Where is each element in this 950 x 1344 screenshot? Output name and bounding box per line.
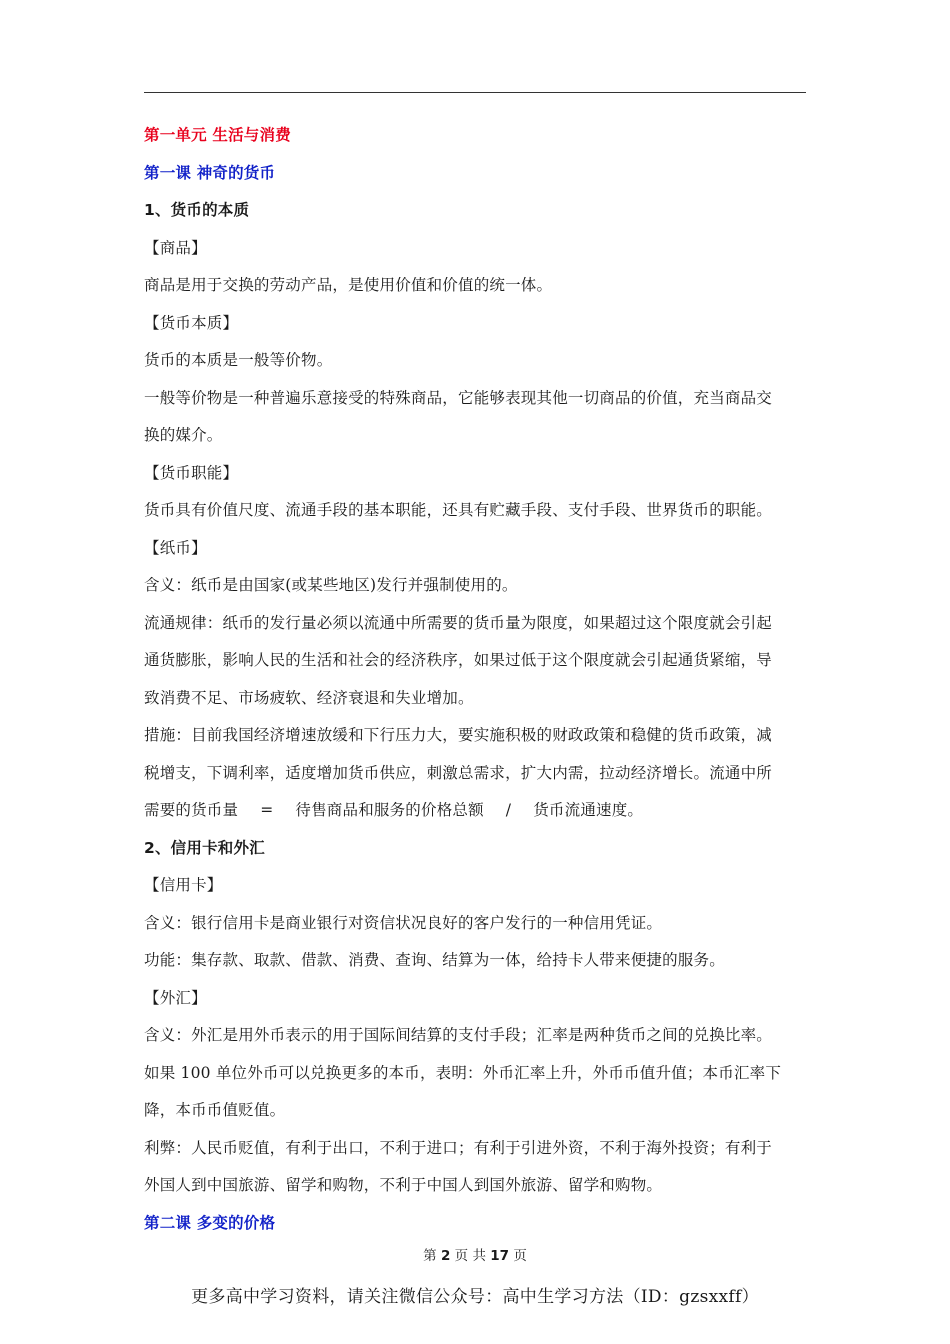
paragraph-line: 如果 100 单位外币可以兑换更多的本币，表明：外币汇率上升，外币币值升值；本币汇率下 xyxy=(144,1063,782,1082)
topic-label: 【货币职能】 xyxy=(144,463,239,482)
topic-label: 【纸币】 xyxy=(144,538,207,557)
page-content xyxy=(144,117,808,1242)
topic-label: 【商品】 xyxy=(144,238,207,257)
topic-label: 【外汇】 xyxy=(144,988,207,1007)
paragraph: 货币的本质是一般等价物。 xyxy=(144,351,333,369)
formula-numerator: 待售商品和服务的价格总额 xyxy=(295,801,484,819)
paragraph-line: 措施：目前我国经济增速放缓和下行压力大，要实施积极的财政政策和稳健的货币政策，减 xyxy=(144,726,773,744)
page-suffix: 页 xyxy=(513,1248,527,1264)
paragraph-line: 外国人到中国旅游、留学和购物，不利于中国人到国外旅游、留学和购物。 xyxy=(144,1176,663,1194)
paragraph-line: 降，本币币值贬值。 xyxy=(144,1101,286,1119)
paragraph-line: 换的媒介。 xyxy=(144,426,223,444)
paragraph-line: 致消费不足、市场疲软、经济衰退和失业增加。 xyxy=(144,688,474,707)
paragraph: 功能：集存款、取款、借款、消费、查询、结算为一体，给持卡人带来便捷的服务。 xyxy=(144,951,725,969)
paragraph: 含义：外汇是用外币表示的用于国际间结算的支付手段；汇率是两种货币之间的兑换比率。 xyxy=(144,1026,773,1044)
header-rule xyxy=(144,92,806,93)
money-formula xyxy=(144,792,808,830)
formula-denominator: 货币流通速度。 xyxy=(533,801,644,819)
page-total: 17 xyxy=(490,1248,510,1264)
page-number xyxy=(0,1244,950,1264)
paragraph-line: 利弊：人民币贬值，有利于出口，不利于进口；有利于引进外资，不利于海外投资；有利于 xyxy=(144,1138,773,1157)
paragraph-line: 税增支，下调利率，适度增加货币供应，刺激总需求，扩大内需，拉动经济增长。流通中所 xyxy=(144,763,773,782)
formula-divide: / xyxy=(505,801,512,819)
paragraph: 含义：银行信用卡是商业银行对资信状况良好的客户发行的一种信用凭证。 xyxy=(144,913,663,932)
page-middle: 页 共 xyxy=(454,1248,486,1264)
topic-label: 【信用卡】 xyxy=(144,876,223,894)
section-title: 1、货币的本质 xyxy=(144,201,250,219)
lesson-heading: 第二课 多变的价格 xyxy=(144,1213,276,1232)
page-prefix: 第 xyxy=(423,1248,437,1264)
paragraph-line: 通货膨胀，影响人民的生活和社会的经济秩序，如果过低于这个限度就会引起通货紧缩，导 xyxy=(144,651,773,669)
footer-promo: 更多高中学习资料，请关注微信公众号：高中生学习方法（ID：gzsxxff） xyxy=(191,1287,759,1307)
section-title: 2、信用卡和外汇 xyxy=(144,838,265,857)
paragraph-line: 一般等价物是一种普遍乐意接受的特殊商品，它能够表现其他一切商品的价值，充当商品交 xyxy=(144,388,773,407)
lesson-heading: 第一课 神奇的货币 xyxy=(144,163,276,182)
formula-lhs: 需要的货币量 xyxy=(144,801,239,819)
paragraph: 货币具有价值尺度、流通手段的基本职能，还具有贮藏手段、支付手段、世界货币的职能。 xyxy=(144,501,773,519)
formula-equals: = xyxy=(260,801,274,819)
paragraph: 商品是用于交换的劳动产品，是使用价值和价值的统一体。 xyxy=(144,276,553,294)
page-current: 2 xyxy=(440,1248,451,1264)
topic-label: 【货币本质】 xyxy=(144,313,239,332)
paragraph-line: 流通规律：纸币的发行量必须以流通中所需要的货币量为限度，如果超过这个限度就会引起 xyxy=(144,613,773,632)
paragraph: 含义：纸币是由国家(或某些地区)发行并强制使用的。 xyxy=(144,576,518,594)
unit-heading: 第一单元 生活与消费 xyxy=(144,126,291,144)
